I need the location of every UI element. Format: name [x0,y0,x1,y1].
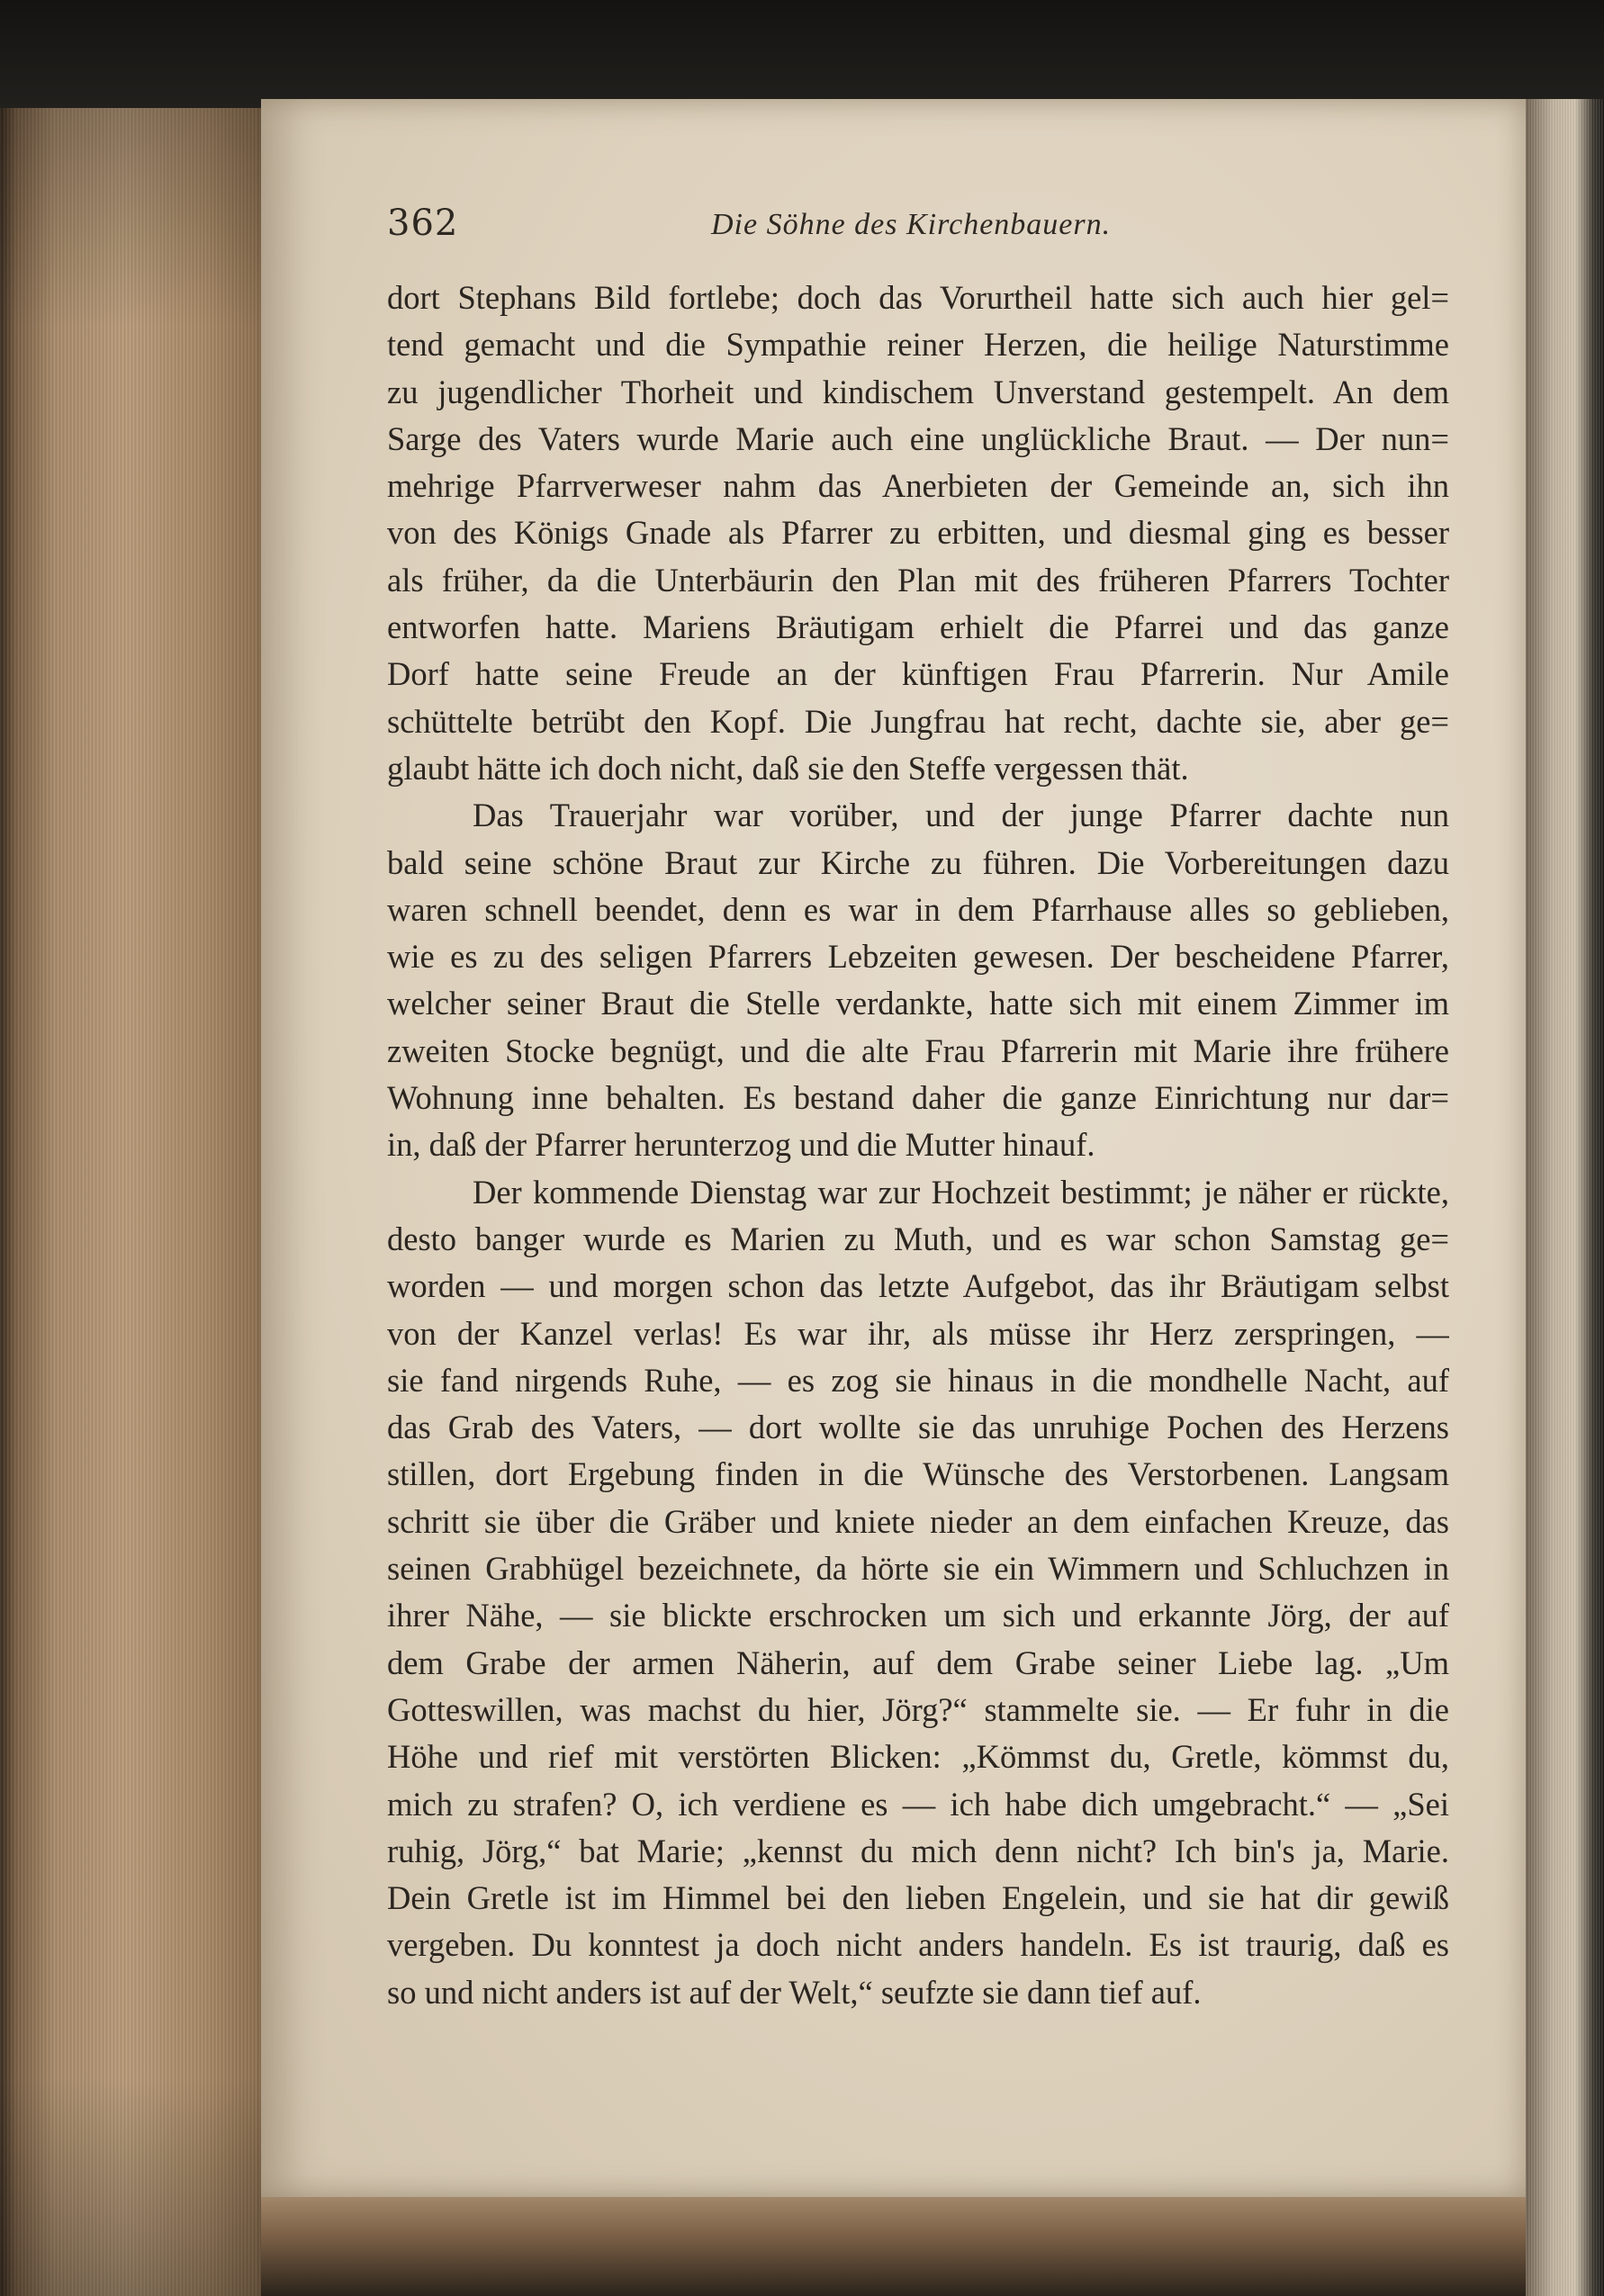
text-line: mich zu strafen? O, ich verdiene es — ich habe dich umgebracht.“ — „Sei [387,1785,1449,1823]
text-line: Sarge des Vaters wurde Marie auch eine unglückliche Braut. — Der nun= [387,419,1449,457]
text-line: Gotteswillen, was machst du hier, Jörg?“ stammelte sie. — Er fuhr in die [387,1690,1449,1728]
text-line: bald seine schöne Braut zur Kirche zu führen. Die Vorbereitungen dazu [387,843,1449,881]
text-line: wie es zu des seligen Pfarrers Lebzeiten gewesen. Der bescheidene Pfarrer, [387,938,1449,976]
text-line: in, daß der Pfarrer herunterzog und die Mutter hinauf. [387,1126,1095,1164]
page-block-right [1526,99,1604,2296]
text-line: vergeben. Du konntest ja doch nicht anders handeln. Es ist traurig, daß es [387,1926,1449,1964]
page-number: 362 [387,203,459,244]
text-line: desto banger wurde es Marien zu Muth, und es war schon Samstag ge= [387,1220,1449,1257]
text-line: Wohnung inne behalten. Es bestand daher die ganze Einrichtung nur dar= [387,1079,1449,1117]
text-line: glaubt hätte ich doch nicht, daß sie den Steffe vergessen thät. [387,749,1189,787]
text-line: das Grab des Vaters, — dort wollte sie das unruhige Pochen des Herzens [387,1409,1449,1446]
text-line: von des Königs Gnade als Pfarrer zu erbitten, und diesmal ging es besser [387,514,1449,552]
running-head [387,203,1449,257]
text-line: tend gemacht und die Sympathie reiner Herzen, die heilige Naturstimme [387,326,1449,364]
text-line: schritt sie über die Gräber und kniete nieder an dem einfachen Kreuze, das [387,1502,1449,1540]
text-line: Dein Gretle ist im Himmel bei den lieben Engelein, und sie hat dir gewiß [387,1879,1449,1917]
running-title: Die Söhne des Kirchenbauern. [711,208,1112,241]
text-line: mehrige Pfarrverweser nahm das Anerbieten der Gemeinde an, sich ihn [387,467,1449,505]
text-line: Dorf hatte seine Freude an der künftigen Frau Pfarrerin. Nur Amile [387,655,1449,693]
text-line: ihrer Nähe, — sie blickte erschrocken um sich und erkannte Jörg, der auf [387,1597,1449,1634]
text-line: zweiten Stocke begnügt, und die alte Frau Pfarrerin mit Marie ihre frühere [387,1031,1449,1069]
text-line: dort Stephans Bild fortlebe; doch das Vorurtheil hatte sich auch hier gel= [387,279,1449,316]
page-block-bottom [261,2197,1526,2296]
text-line: waren schnell beendet, denn es war in dem Pfarrhause alles so geblieben, [387,890,1449,928]
book-cover-top [0,0,1604,108]
text-line: als früher, da die Unterbäurin den Plan mit des früheren Pfarrers Tochter [387,561,1449,599]
text-line: worden — und morgen schon das letzte Aufgebot, das ihr Bräutigam selbst [387,1267,1449,1305]
text-line: sie fand nirgends Ruhe, — es zog sie hinaus in die mondhelle Nacht, auf [387,1361,1449,1399]
text-line: Höhe und rief mit verstörten Blicken: „Kömmst du, Gretle, kömmst du, [387,1738,1449,1776]
text-line: welcher seiner Braut die Stelle verdankte, hatte sich mit einem Zimmer im [387,985,1449,1022]
text-line: so und nicht anders ist auf der Welt,“ seufzte sie dann tief auf. [387,1973,1202,2011]
text-line: Der kommende Dienstag war zur Hochzeit bestimmt; je näher er rückte, [473,1173,1449,1211]
text-line: seinen Grabhügel bezeichnete, da hörte sie ein Wimmern und Schluchzen in [387,1550,1449,1588]
text-line: von der Kanzel verlas! Es war ihr, als müsse ihr Herz zerspringen, — [387,1314,1449,1352]
text-line: zu jugendlicher Thorheit und kindischem Unverstand gestempelt. An dem [387,373,1449,410]
text-line: stillen, dort Ergebung finden in die Wünsche des Verstorbenen. Langsam [387,1455,1449,1493]
text-line: Das Trauerjahr war vorüber, und der junge Pfarrer dachte nun [473,797,1449,834]
text-line: ruhig, Jörg,“ bat Marie; „kennst du mich denn nicht? Ich bin's ja, Marie. [387,1832,1449,1869]
text-line: dem Grabe der armen Näherin, auf dem Grabe seiner Liebe lag. „Um [387,1643,1449,1681]
body-text [387,275,1449,2016]
text-line: entworfen hatte. Mariens Bräutigam erhielt die Pfarrei und das ganze [387,608,1449,646]
page-block-left [0,108,270,2296]
text-line: schüttelte betrübt den Kopf. Die Jungfrau hat recht, dachte sie, aber ge= [387,702,1449,740]
